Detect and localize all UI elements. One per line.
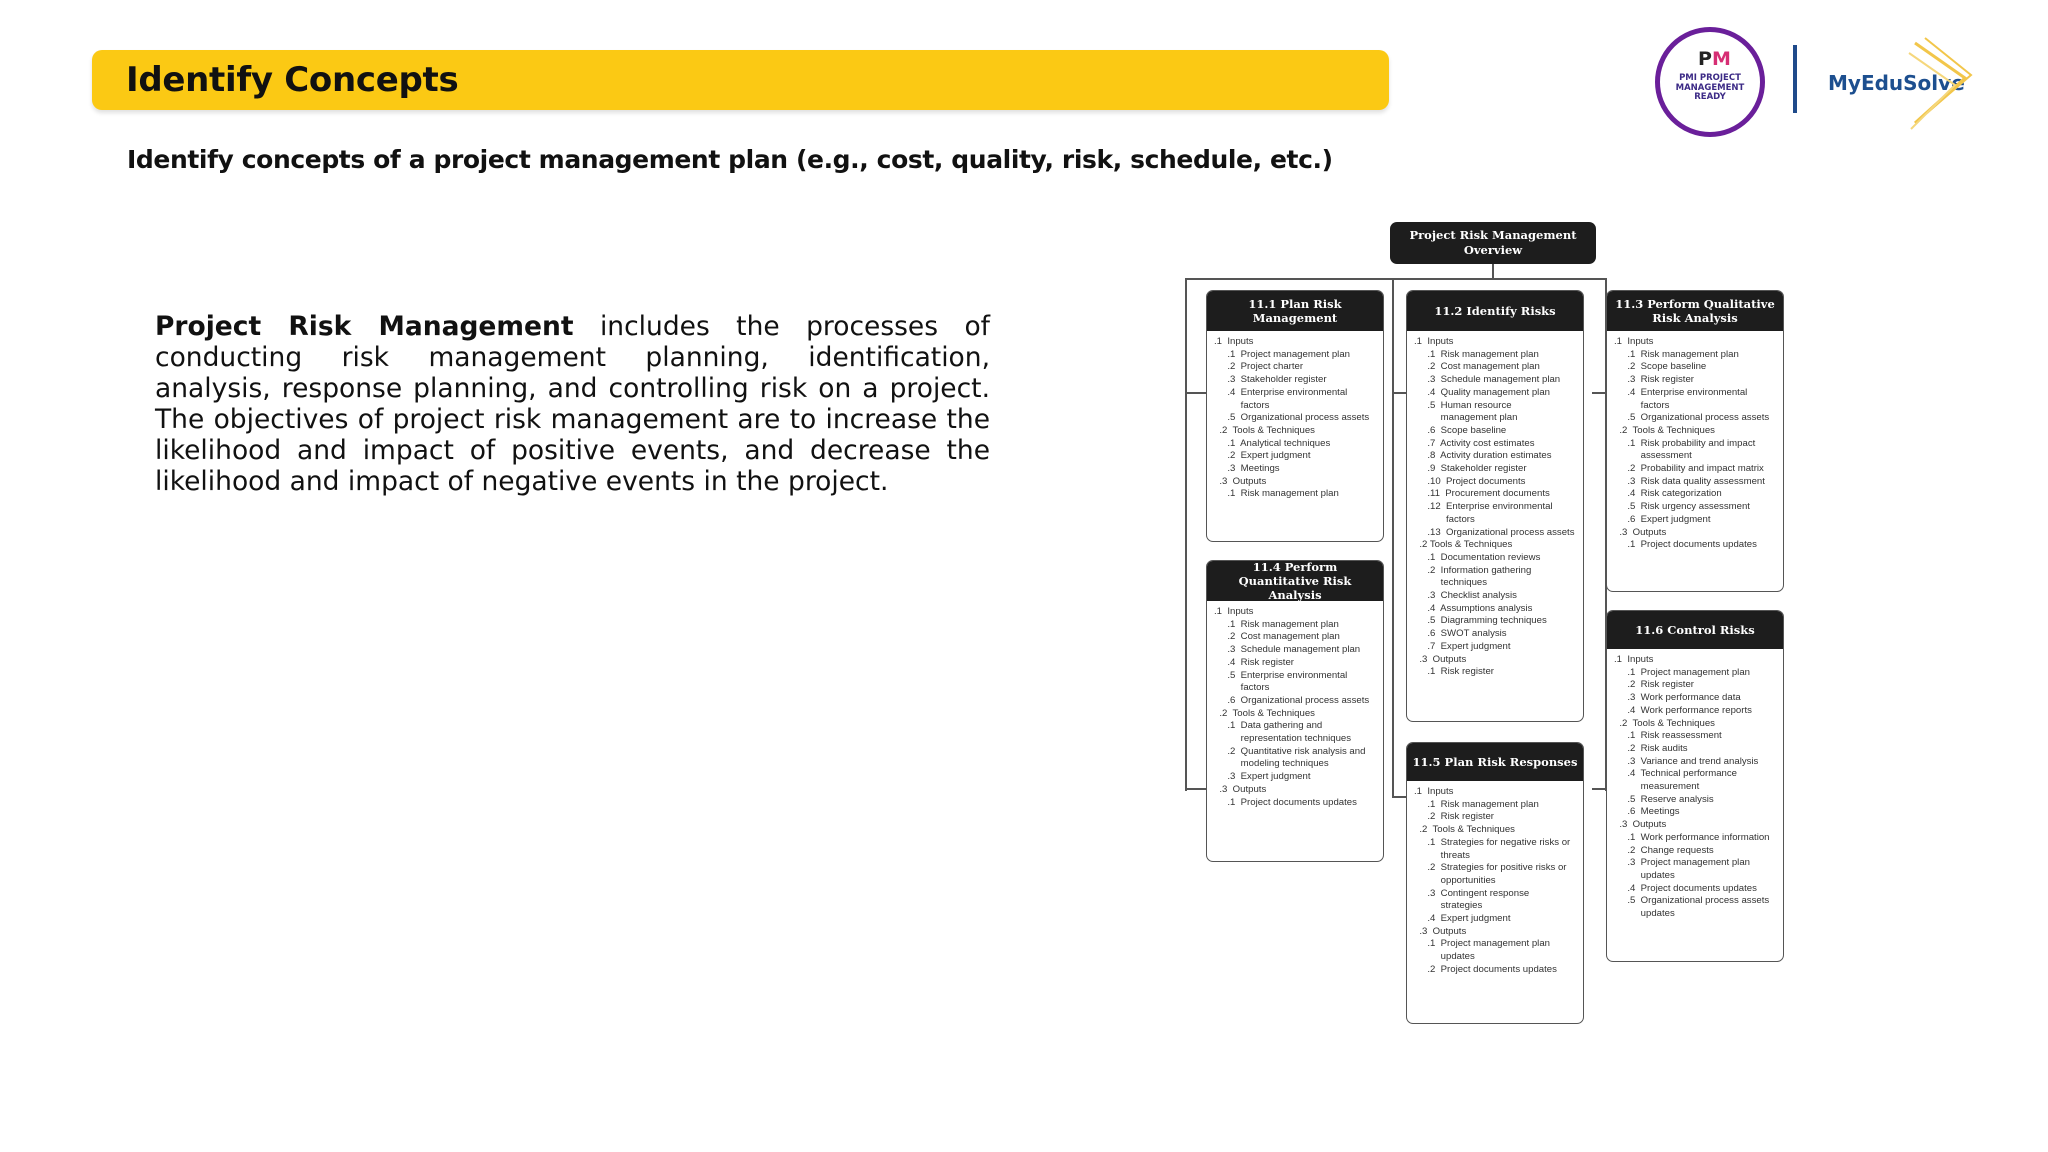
process-box-line: .1 Risk register — [1414, 666, 1494, 678]
brand-name: MyEduSolve — [1828, 71, 1965, 95]
process-box-line: .2 Tools & Techniques — [1214, 707, 1315, 719]
process-box-line: .2 Tools & Techniques — [1614, 717, 1715, 729]
process-box-line: .1 Documentation reviews — [1414, 551, 1541, 563]
process-box-line: .9 Stakeholder register — [1414, 463, 1527, 475]
page-subtitle: Identify concepts of a project management plan (e.g., cost, quality, risk, schedule, etc.) — [127, 145, 1333, 174]
process-box-title: 11.1 Plan Risk Management — [1207, 291, 1383, 331]
process-box-line: .6 Organizational process assets — [1214, 694, 1370, 706]
process-box-line: .1 Data gathering and — [1214, 720, 1323, 732]
process-box-line: .3 Expert judgment — [1214, 771, 1311, 783]
process-box-line: updates — [1614, 869, 1675, 881]
process-box-line: representation techniques — [1214, 733, 1352, 745]
process-box-line: assessment — [1614, 450, 1692, 462]
process-box-line: .3 Contingent response — [1414, 887, 1530, 899]
process-box-title: 11.6 Control Risks — [1607, 611, 1783, 649]
process-box-line: factors — [1414, 513, 1475, 525]
process-box-line: .4 Enterprise environmental — [1214, 386, 1348, 398]
page-title: Identify Concepts — [126, 60, 459, 100]
process-box-line: .1 Work performance information — [1614, 831, 1770, 843]
process-box-line: .1 Inputs — [1414, 336, 1454, 347]
process-box-line: .4 Enterprise environmental — [1614, 386, 1748, 398]
process-box-title: 11.3 Perform Qualitative Risk Analysis — [1607, 291, 1783, 331]
process-box-line: .1 Risk management plan — [1614, 348, 1739, 360]
process-box-body — [1207, 331, 1383, 501]
process-box-line: .3 Risk data quality assessment — [1614, 475, 1765, 487]
process-box-line: .1 Risk probability and impact — [1614, 437, 1756, 449]
process-box-line: management plan — [1414, 412, 1518, 424]
process-box-line: .3 Outputs — [1214, 783, 1267, 795]
process-box-line: .4 Risk register — [1214, 656, 1294, 668]
process-box-line: .4 Technical performance — [1614, 768, 1738, 780]
process-box-line: factors — [1614, 399, 1670, 411]
body-text: includes the processes of conducting risk management planning, identification, analysis, response planning, and controlling risk on a project. The objectives of project risk management are to increase the likelihood and impact of positive events, and decrease the likelihood and impact of negative events in the project. — [155, 311, 990, 497]
process-box-line: .1 Strategies for negative risks or — [1414, 836, 1571, 848]
process-box-line: .2 Tools & Techniques — [1214, 424, 1315, 436]
process-box-line: .13 Organizational process assets — [1414, 526, 1575, 538]
process-box-line: .2 Change requests — [1614, 844, 1714, 856]
process-box-line: .1 Risk reassessment — [1614, 730, 1722, 742]
process-box-line: .2 Strategies for positive risks or — [1414, 862, 1567, 874]
process-box-line: .4 Project documents updates — [1614, 882, 1757, 894]
process-box-line: .8 Activity duration estimates — [1414, 450, 1552, 462]
process-box-11-2 — [1406, 290, 1584, 722]
process-box-line: .2 Information gathering — [1414, 564, 1532, 576]
process-box-line: .1 Analytical techniques — [1214, 437, 1331, 449]
pmi-badge-text: PMI PROJECT MANAGEMENT READY — [1675, 73, 1745, 102]
process-box-line: .3 Outputs — [1614, 819, 1667, 831]
process-box-body — [1207, 601, 1383, 809]
process-box-line: .3 Work performance data — [1614, 692, 1741, 704]
process-box-line: .1 Inputs — [1214, 606, 1254, 617]
process-box-line: .2 Cost management plan — [1214, 631, 1340, 643]
process-box-line: .6 Expert judgment — [1614, 513, 1711, 525]
process-box-line: .4 Quality management plan — [1414, 386, 1550, 398]
connector-right-1 — [1592, 392, 1607, 394]
process-box-line: .1 Project documents updates — [1614, 539, 1757, 551]
process-box-line: .3 Outputs — [1214, 475, 1267, 487]
process-box-line: .2 Cost management plan — [1414, 361, 1540, 373]
process-box-line: .4 Assumptions analysis — [1414, 602, 1533, 614]
pmi-mark-icon: PM — [1698, 48, 1731, 70]
process-box-11-6 — [1606, 610, 1784, 962]
process-box-line: .4 Expert judgment — [1414, 913, 1511, 925]
connector-left-1 — [1185, 392, 1207, 394]
process-box-body — [1407, 781, 1583, 977]
process-box-line: .2 Risk register — [1414, 811, 1494, 823]
process-box-body — [1407, 331, 1583, 679]
process-box-line: .3 Checklist analysis — [1414, 590, 1517, 602]
process-box-line: factors — [1214, 682, 1270, 694]
process-box-line: .5 Organizational process assets — [1614, 895, 1770, 907]
process-box-body — [1607, 331, 1783, 552]
logo-divider — [1793, 45, 1797, 113]
process-box-line: .1 Project management plan — [1414, 938, 1550, 950]
connector-center-1 — [1392, 392, 1406, 394]
process-box-11-1 — [1206, 290, 1384, 542]
process-box-line: .2 Tools & Techniques — [1414, 539, 1513, 551]
process-box-line: updates — [1614, 908, 1675, 920]
process-box-line: .3 Stakeholder register — [1214, 374, 1327, 386]
process-box-line: .2 Scope baseline — [1614, 361, 1707, 373]
process-box-line: .1 Risk management plan — [1214, 488, 1339, 500]
process-box-title: 11.4 Perform Quantitative Risk Analysis — [1207, 561, 1383, 601]
process-box-line: .1 Risk management plan — [1414, 348, 1539, 360]
process-box-line: .3 Schedule management plan — [1214, 644, 1361, 656]
process-box-line: updates — [1414, 951, 1475, 963]
process-box-line: .2 Tools & Techniques — [1414, 824, 1515, 836]
process-box-line: .7 Activity cost estimates — [1414, 437, 1535, 449]
process-box-line: .4 Risk categorization — [1614, 488, 1722, 500]
process-box-line: factors — [1214, 399, 1270, 411]
process-box-line: .2 Project charter — [1214, 361, 1304, 373]
connector-top-bar — [1185, 278, 1607, 280]
process-box-line: .2 Quantitative risk analysis and — [1214, 745, 1366, 757]
brand-mark-icon — [1905, 33, 1975, 133]
process-box-11-4 — [1206, 560, 1384, 862]
process-box-line: .4 Work performance reports — [1614, 704, 1752, 716]
process-box-line: .1 Risk management plan — [1214, 618, 1339, 630]
connector-center-2 — [1392, 796, 1406, 798]
process-box-line: .2 Risk audits — [1614, 742, 1688, 754]
connector-center-trunk — [1392, 278, 1394, 798]
process-box-line: .5 Organizational process assets — [1614, 412, 1770, 424]
process-box-line: .7 Expert judgment — [1414, 640, 1511, 652]
process-box-line: .5 Reserve analysis — [1614, 793, 1714, 805]
process-box-line: .6 Scope baseline — [1414, 424, 1507, 436]
process-box-line: .5 Enterprise environmental — [1214, 669, 1348, 681]
process-box-line: .1 Project management plan — [1614, 666, 1750, 678]
process-box-line: .2 Risk register — [1614, 679, 1694, 691]
process-box-line: .1 Inputs — [1414, 786, 1454, 797]
process-box-line: .5 Organizational process assets — [1214, 412, 1370, 424]
body-paragraph — [155, 311, 990, 497]
process-box-line: .2 Project documents updates — [1414, 963, 1557, 975]
process-box-line: .3 Outputs — [1414, 653, 1467, 665]
process-box-line: techniques — [1414, 577, 1488, 589]
process-box-line: .6 Meetings — [1614, 806, 1680, 818]
process-box-line: .3 Outputs — [1414, 925, 1467, 937]
process-box-line: .5 Diagramming techniques — [1414, 615, 1547, 627]
process-box-line: .3 Risk register — [1614, 374, 1694, 386]
connector-right-2 — [1592, 788, 1607, 790]
process-box-line: .1 Inputs — [1614, 336, 1654, 347]
connector-root-left — [1185, 278, 1187, 791]
process-box-line: .1 Project management plan — [1214, 348, 1350, 360]
process-box-line: .3 Meetings — [1214, 463, 1280, 475]
connector-root-down — [1492, 264, 1494, 280]
process-box-line: .5 Human resource — [1414, 399, 1512, 411]
process-box-line: .10 Project documents — [1414, 475, 1526, 487]
process-box-line: .3 Variance and trend analysis — [1614, 755, 1759, 767]
process-box-line: .1 Project documents updates — [1214, 796, 1357, 808]
diagram-root-box: Project Risk Management Overview — [1390, 222, 1596, 264]
process-box-line: .1 Inputs — [1214, 336, 1254, 347]
process-box-line: .11 Procurement documents — [1414, 488, 1550, 500]
process-box-line: threats — [1414, 849, 1470, 861]
body-lead-term: Project Risk Management — [155, 311, 574, 342]
risk-management-diagram — [1170, 218, 1800, 1018]
pmi-badge-logo — [1655, 27, 1765, 137]
process-box-line: .6 SWOT analysis — [1414, 628, 1507, 640]
process-box-line: .3 Outputs — [1614, 526, 1667, 538]
process-box-line: .1 Risk management plan — [1414, 798, 1539, 810]
process-box-line: strategies — [1414, 900, 1483, 912]
process-box-11-5 — [1406, 742, 1584, 1024]
process-box-line: .12 Enterprise environmental — [1414, 501, 1553, 513]
process-box-line: measurement — [1614, 781, 1700, 793]
process-box-line: modeling techniques — [1214, 758, 1329, 770]
process-box-line: .2 Expert judgment — [1214, 450, 1311, 462]
process-box-line: .2 Tools & Techniques — [1614, 424, 1715, 436]
process-box-11-3 — [1606, 290, 1784, 592]
process-box-line: .1 Inputs — [1614, 654, 1654, 665]
process-box-title: 11.2 Identify Risks — [1407, 291, 1583, 331]
process-box-line: opportunities — [1414, 874, 1496, 886]
connector-left-2 — [1185, 788, 1207, 790]
logo-area — [1655, 27, 1995, 139]
process-box-line: .5 Risk urgency assessment — [1614, 501, 1750, 513]
title-bar — [92, 50, 1389, 110]
process-box-body — [1607, 649, 1783, 921]
process-box-line: .2 Probability and impact matrix — [1614, 463, 1764, 475]
process-box-line: .3 Schedule management plan — [1414, 374, 1561, 386]
process-box-title: 11.5 Plan Risk Responses — [1407, 743, 1583, 781]
process-box-line: .3 Project management plan — [1614, 857, 1750, 869]
